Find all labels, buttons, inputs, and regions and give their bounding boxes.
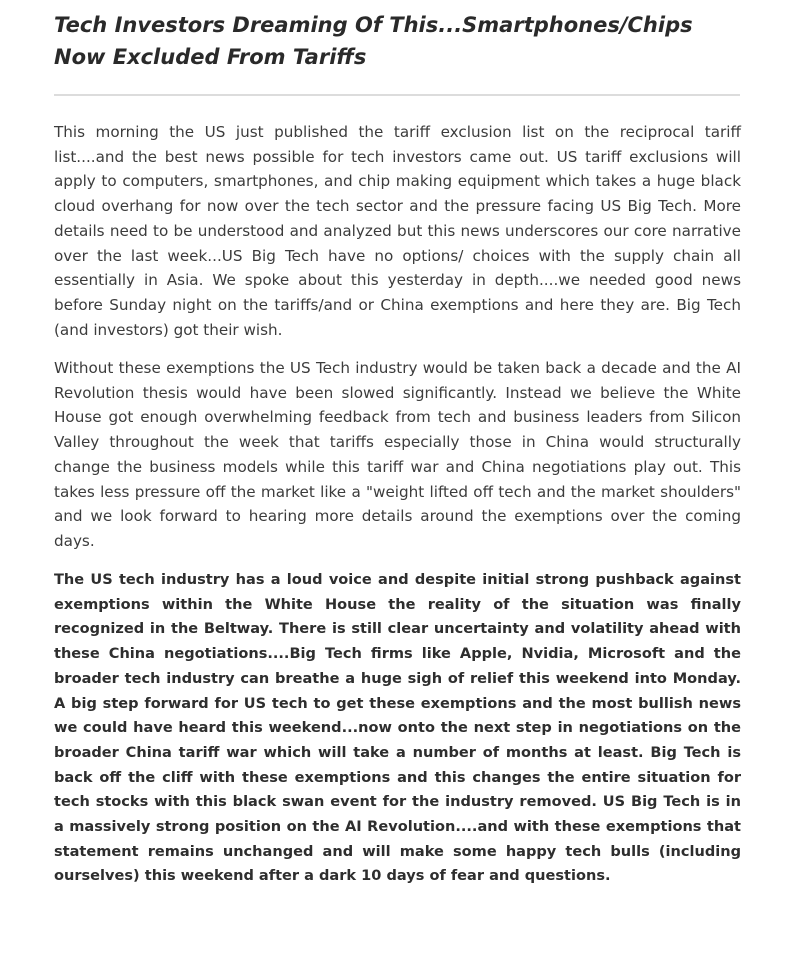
paragraph-2: Without these exemptions the US Tech industry would be taken back a decade and the AI Revolution thesis would have been slowed significantly. Instead we believe the White House got enough overwhelming feedback from tech and business leaders from Silicon Valley throughout the week that tariffs especially those in China would structurally change the business models while this tariff war and China negotiations play out. This takes less pressure off the market like a "weight lifted off tech and the market shoulders" and we look forward to hearing more details around the exemptions over the coming days. bbox=[54, 359, 741, 550]
paragraph-3-bold: The US tech industry has a loud voice and despite initial strong pushback against exemptions within the White House the reality of the situation was finally recognized in the Beltway. There is still clear uncertainty and volatility ahead with these China negotiations....Big Tech firms like Apple, Nvidia, Microsoft and the broader tech industry can breathe a huge sigh of relief this weekend into Monday. A big step forward for US tech to get these exemptions and the most bullish news we could have heard this weekend...now onto the next step in negotiations on the broader China tariff war which will take a number of months at least. Big Tech is back off the cliff with these exemptions and this changes the entire situation for tech stocks with this black swan event for the industry removed. US Big Tech is in a massively strong position on the AI Revolution....and with these exemptions that statement remains unchanged and will make some happy tech bulls (including ourselves) this weekend after a dark 10 days of fear and questions. bbox=[54, 571, 741, 885]
article-title: Tech Investors Dreaming Of This...Smartphones/Chips Now Excluded From Tariffs bbox=[54, 13, 693, 69]
title-divider bbox=[54, 94, 740, 96]
paragraph-1: This morning the US just published the tariff exclusion list on the reciprocal tariff list....and the best news possible for tech investors came out. US tariff exclusions will apply to computers, smartphones, and chip making equipment which takes a huge black cloud overhang for now over the tech sector and the pressure facing US Big Tech. More details need to be understood and analyzed but this news underscores our core narrative over the last week...US Big Tech have no options/ choices with the supply chain all essentially in Asia. We spoke about this yesterday in depth....we needed good news before Sunday night on the tariffs/and or China exemptions and here they are. Big Tech (and investors) got their wish. bbox=[54, 123, 741, 339]
